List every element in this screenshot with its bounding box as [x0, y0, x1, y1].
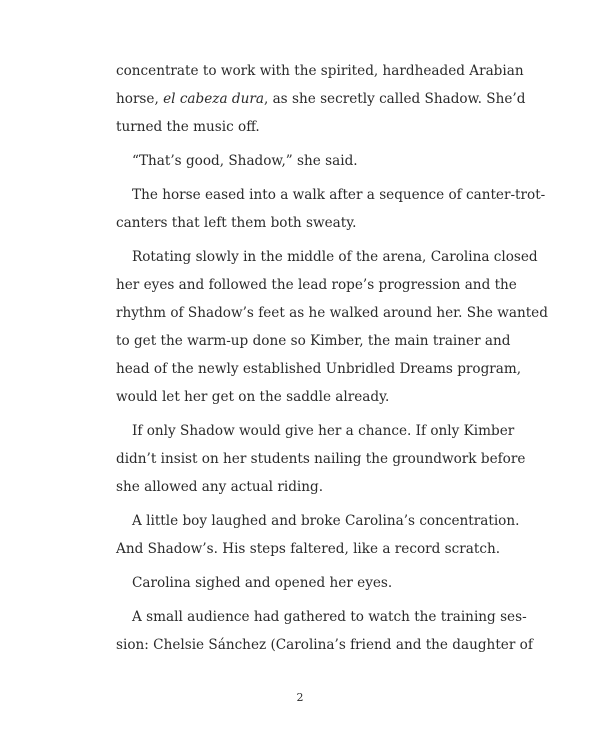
text-line: turned the music off.	[116, 119, 260, 135]
text-line: Rotating slowly in the middle of the arena, Carolina closed	[132, 249, 538, 265]
text-line: The horse eased into a walk after a sequence of canter-trot-	[132, 187, 546, 203]
text-line: A little boy laughed and broke Carolina’s concentration.	[132, 513, 520, 529]
text-line: would let her get on the saddle already.	[116, 389, 390, 405]
text-line: Carolina sighed and opened her eyes.	[132, 575, 393, 591]
text-line: horse, el cabeza dura, as she secretly called Shadow. She’d	[116, 91, 526, 107]
text-line: to get the warm-up done so Kimber, the main trainer and	[116, 333, 511, 349]
page-number: 2	[296, 691, 304, 704]
text-line: her eyes and followed the lead rope’s progression and the	[116, 277, 517, 293]
text-line: “That’s good, Shadow,” she said.	[132, 153, 358, 169]
italic-phrase: el cabeza dura	[163, 91, 264, 107]
text-line: concentrate to work with the spirited, hardheaded Arabian	[116, 63, 524, 79]
text-line: head of the newly established Unbridled Dreams program,	[116, 361, 522, 377]
text-line: sion: Chelsie Sánchez (Carolina’s friend and the daughter of	[116, 637, 533, 653]
text-line: A small audience had gathered to watch the training ses-	[132, 609, 527, 625]
text-line: If only Shadow would give her a chance. If only Kimber	[132, 423, 515, 439]
text-line: And Shadow’s. His steps faltered, like a record scratch.	[116, 541, 501, 557]
text-line: she allowed any actual riding.	[116, 479, 324, 495]
text-line: rhythm of Shadow’s feet as he walked around her. She wanted	[116, 305, 548, 321]
text-line: canters that left them both sweaty.	[116, 215, 357, 231]
text-line: didn’t insist on her students nailing the groundwork before	[116, 451, 526, 467]
